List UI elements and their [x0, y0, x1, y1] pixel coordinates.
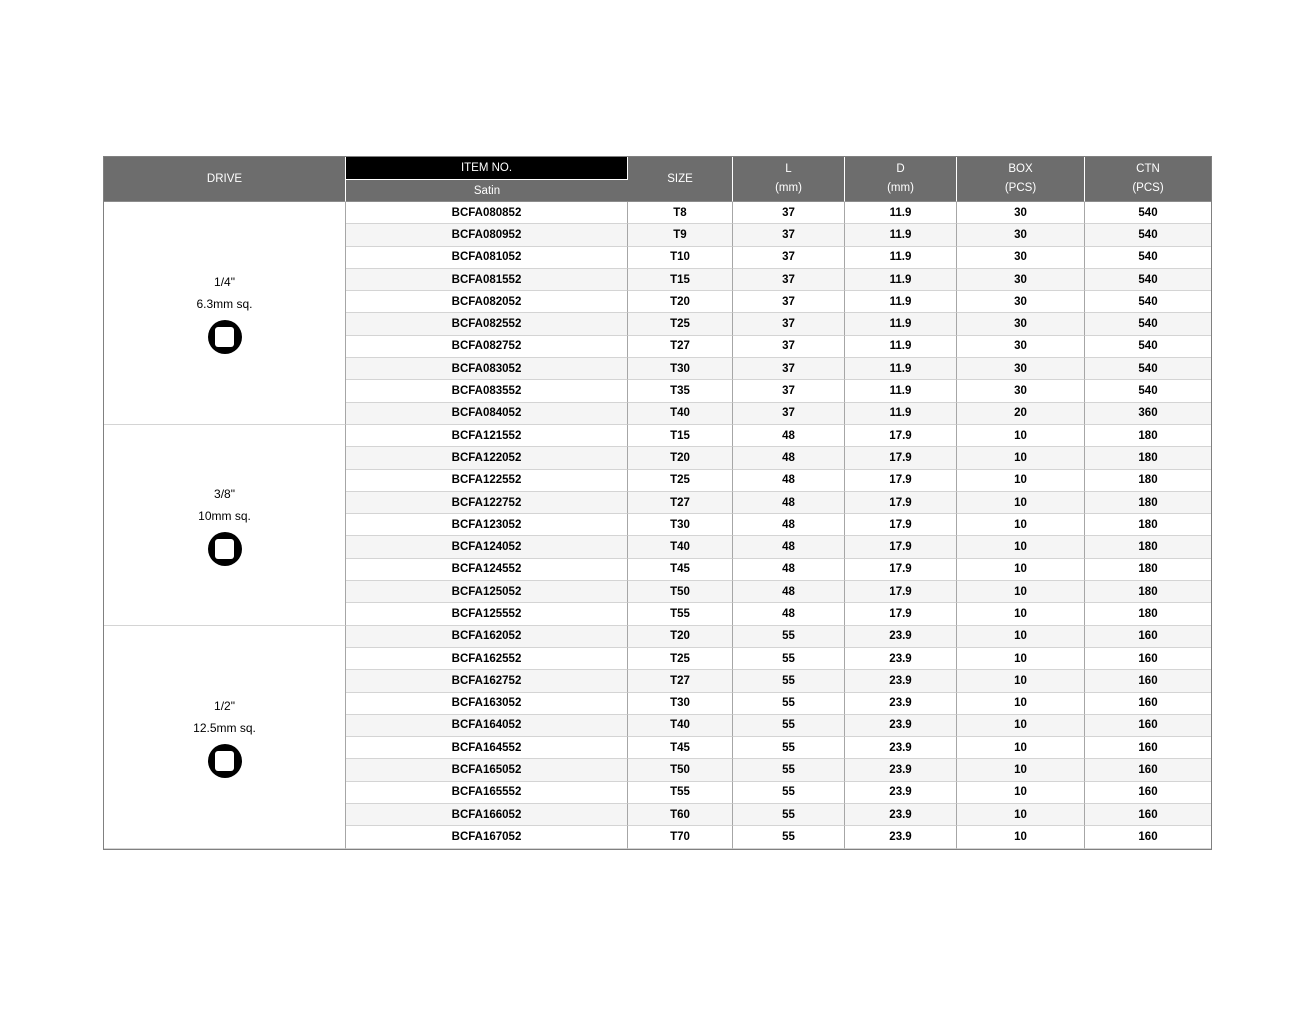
box-cell: 30	[957, 202, 1085, 224]
ctn-cell: 160	[1085, 648, 1211, 670]
d-cell: 17.9	[845, 514, 957, 536]
square-cutout-icon	[215, 539, 234, 559]
l-cell: 48	[733, 492, 845, 514]
box-cell: 10	[957, 782, 1085, 804]
item-no-cell: BCFA080952	[346, 224, 628, 246]
size-cell: T35	[628, 380, 733, 402]
table-row	[104, 425, 1211, 447]
box-cell: 10	[957, 603, 1085, 625]
item-no-cell: BCFA162752	[346, 670, 628, 692]
d-cell: 23.9	[845, 715, 957, 737]
l-cell: 37	[733, 291, 845, 313]
box-cell: 10	[957, 804, 1085, 826]
d-cell: 23.9	[845, 737, 957, 759]
d-cell: 23.9	[845, 693, 957, 715]
l-cell: 55	[733, 693, 845, 715]
l-cell: 37	[733, 358, 845, 380]
l-cell: 37	[733, 313, 845, 335]
item-no-column-header: ITEM NO.	[346, 157, 628, 180]
ctn-cell: 540	[1085, 224, 1211, 246]
size-cell: T40	[628, 403, 733, 425]
item-no-cell: BCFA081052	[346, 247, 628, 269]
l-cell: 48	[733, 514, 845, 536]
drive-info	[104, 483, 345, 566]
drive-cell	[104, 425, 346, 626]
box-cell: 30	[957, 269, 1085, 291]
box-cell: 10	[957, 648, 1085, 670]
l-cell: 37	[733, 269, 845, 291]
l-cell: 37	[733, 336, 845, 358]
product-spec-table	[103, 156, 1212, 850]
ctn-cell: 180	[1085, 514, 1211, 536]
ctn-cell: 540	[1085, 291, 1211, 313]
drive-column-header: DRIVE	[104, 157, 346, 202]
d-header-unit: (mm)	[887, 182, 914, 194]
d-header-symbol: D	[896, 163, 905, 175]
l-cell: 37	[733, 403, 845, 425]
item-no-cell: BCFA165552	[346, 782, 628, 804]
ctn-cell: 540	[1085, 380, 1211, 402]
size-cell: T30	[628, 358, 733, 380]
ctn-cell: 180	[1085, 536, 1211, 558]
box-cell: 30	[957, 247, 1085, 269]
box-cell: 10	[957, 470, 1085, 492]
size-cell: T15	[628, 269, 733, 291]
size-cell: T8	[628, 202, 733, 224]
l-cell: 55	[733, 759, 845, 781]
box-cell: 10	[957, 492, 1085, 514]
ctn-cell: 180	[1085, 492, 1211, 514]
l-header-unit: (mm)	[775, 182, 802, 194]
box-cell: 30	[957, 336, 1085, 358]
l-cell: 55	[733, 648, 845, 670]
ctn-header-unit: (PCS)	[1132, 182, 1164, 194]
l-header-symbol: L	[785, 163, 792, 175]
table-body	[104, 202, 1211, 849]
item-no-cell: BCFA121552	[346, 425, 628, 447]
drive-cell	[104, 202, 346, 425]
box-cell: 30	[957, 358, 1085, 380]
l-cell: 48	[733, 559, 845, 581]
size-cell: T20	[628, 447, 733, 469]
drive-cell	[104, 626, 346, 849]
square-cutout-icon	[215, 751, 234, 771]
ctn-cell: 180	[1085, 470, 1211, 492]
item-no-cell: BCFA081552	[346, 269, 628, 291]
l-cell: 37	[733, 224, 845, 246]
d-cell: 11.9	[845, 247, 957, 269]
l-cell: 37	[733, 380, 845, 402]
box-column-header	[957, 157, 1085, 202]
box-cell: 20	[957, 403, 1085, 425]
d-cell: 23.9	[845, 826, 957, 848]
size-cell: T50	[628, 759, 733, 781]
item-no-cell: BCFA164052	[346, 715, 628, 737]
l-cell: 55	[733, 737, 845, 759]
item-no-cell: BCFA082752	[346, 336, 628, 358]
ctn-cell: 540	[1085, 358, 1211, 380]
l-cell: 55	[733, 826, 845, 848]
item-no-cell: BCFA125552	[346, 603, 628, 625]
d-cell: 11.9	[845, 380, 957, 402]
box-cell: 30	[957, 380, 1085, 402]
l-cell: 55	[733, 670, 845, 692]
size-cell: T70	[628, 826, 733, 848]
drive-info	[104, 695, 345, 778]
ctn-cell: 540	[1085, 313, 1211, 335]
d-cell: 11.9	[845, 336, 957, 358]
item-no-cell: BCFA124052	[346, 536, 628, 558]
d-column-header	[845, 157, 957, 202]
box-cell: 10	[957, 715, 1085, 737]
d-cell: 11.9	[845, 291, 957, 313]
box-cell: 10	[957, 581, 1085, 603]
item-no-cell: BCFA082552	[346, 313, 628, 335]
size-column-header: SIZE	[628, 157, 733, 202]
item-no-cell: BCFA122052	[346, 447, 628, 469]
l-cell: 55	[733, 715, 845, 737]
table-row	[104, 202, 1211, 224]
size-cell: T30	[628, 514, 733, 536]
l-cell: 37	[733, 247, 845, 269]
ctn-column-header	[1085, 157, 1211, 202]
item-no-cell: BCFA163052	[346, 693, 628, 715]
l-cell: 48	[733, 581, 845, 603]
l-cell: 55	[733, 804, 845, 826]
d-cell: 11.9	[845, 358, 957, 380]
ctn-cell: 180	[1085, 447, 1211, 469]
item-no-cell: BCFA084052	[346, 403, 628, 425]
size-cell: T55	[628, 603, 733, 625]
ctn-cell: 180	[1085, 425, 1211, 447]
box-cell: 10	[957, 826, 1085, 848]
box-cell: 10	[957, 447, 1085, 469]
box-cell: 10	[957, 626, 1085, 648]
size-cell: T40	[628, 715, 733, 737]
drive-mm-label: 6.3mm sq.	[196, 297, 253, 312]
size-cell: T25	[628, 313, 733, 335]
size-cell: T45	[628, 737, 733, 759]
d-cell: 23.9	[845, 804, 957, 826]
ctn-cell: 160	[1085, 693, 1211, 715]
ctn-cell: 160	[1085, 626, 1211, 648]
box-cell: 10	[957, 737, 1085, 759]
ctn-cell: 540	[1085, 336, 1211, 358]
box-cell: 10	[957, 693, 1085, 715]
box-cell: 30	[957, 224, 1085, 246]
ctn-cell: 540	[1085, 269, 1211, 291]
ctn-cell: 160	[1085, 804, 1211, 826]
satin-subheader: Satin	[346, 180, 628, 202]
item-no-cell: BCFA123052	[346, 514, 628, 536]
size-cell: T40	[628, 536, 733, 558]
item-no-cell: BCFA122552	[346, 470, 628, 492]
item-no-cell: BCFA164552	[346, 737, 628, 759]
item-no-cell: BCFA122752	[346, 492, 628, 514]
d-cell: 17.9	[845, 603, 957, 625]
ctn-cell: 160	[1085, 782, 1211, 804]
size-cell: T27	[628, 336, 733, 358]
item-no-cell: BCFA083552	[346, 380, 628, 402]
item-no-cell: BCFA124552	[346, 559, 628, 581]
d-cell: 11.9	[845, 202, 957, 224]
table-header	[104, 157, 1211, 202]
item-no-cell: BCFA125052	[346, 581, 628, 603]
d-cell: 11.9	[845, 224, 957, 246]
ctn-cell: 160	[1085, 715, 1211, 737]
drive-inch-label: 3/8"	[214, 487, 235, 502]
box-cell: 30	[957, 313, 1085, 335]
size-cell: T15	[628, 425, 733, 447]
d-cell: 17.9	[845, 447, 957, 469]
d-cell: 11.9	[845, 269, 957, 291]
size-cell: T27	[628, 492, 733, 514]
l-cell: 48	[733, 536, 845, 558]
size-cell: T10	[628, 247, 733, 269]
ctn-header-label: CTN	[1136, 163, 1160, 175]
ctn-cell: 180	[1085, 559, 1211, 581]
size-cell: T27	[628, 670, 733, 692]
box-cell: 10	[957, 536, 1085, 558]
box-cell: 10	[957, 425, 1085, 447]
l-cell: 48	[733, 425, 845, 447]
square-cutout-icon	[215, 327, 234, 347]
ctn-cell: 180	[1085, 603, 1211, 625]
l-cell: 55	[733, 626, 845, 648]
d-cell: 17.9	[845, 470, 957, 492]
ctn-cell: 360	[1085, 403, 1211, 425]
drive-inch-label: 1/4"	[214, 275, 235, 290]
item-no-cell: BCFA167052	[346, 826, 628, 848]
size-cell: T45	[628, 559, 733, 581]
item-no-cell: BCFA166052	[346, 804, 628, 826]
box-cell: 10	[957, 670, 1085, 692]
drive-mm-label: 12.5mm sq.	[193, 721, 256, 736]
ctn-cell: 160	[1085, 759, 1211, 781]
item-no-cell: BCFA082052	[346, 291, 628, 313]
box-header-label: BOX	[1008, 163, 1033, 175]
item-no-cell: BCFA083052	[346, 358, 628, 380]
size-cell: T9	[628, 224, 733, 246]
l-cell: 55	[733, 782, 845, 804]
item-no-cell: BCFA165052	[346, 759, 628, 781]
square-drive-icon	[208, 320, 242, 354]
ctn-cell: 540	[1085, 202, 1211, 224]
size-cell: T20	[628, 626, 733, 648]
l-column-header	[733, 157, 845, 202]
item-no-cell: BCFA162552	[346, 648, 628, 670]
drive-inch-label: 1/2"	[214, 699, 235, 714]
square-drive-icon	[208, 744, 242, 778]
item-no-cell: BCFA080852	[346, 202, 628, 224]
size-cell: T55	[628, 782, 733, 804]
l-cell: 48	[733, 470, 845, 492]
box-cell: 10	[957, 559, 1085, 581]
l-cell: 48	[733, 447, 845, 469]
d-cell: 11.9	[845, 403, 957, 425]
d-cell: 23.9	[845, 670, 957, 692]
box-cell: 30	[957, 291, 1085, 313]
d-cell: 17.9	[845, 536, 957, 558]
item-no-cell: BCFA162052	[346, 626, 628, 648]
ctn-cell: 180	[1085, 581, 1211, 603]
table-row	[104, 626, 1211, 648]
d-cell: 17.9	[845, 581, 957, 603]
d-cell: 23.9	[845, 626, 957, 648]
drive-mm-label: 10mm sq.	[198, 509, 251, 524]
box-cell: 10	[957, 514, 1085, 536]
ctn-cell: 160	[1085, 826, 1211, 848]
l-cell: 48	[733, 603, 845, 625]
l-cell: 37	[733, 202, 845, 224]
size-cell: T50	[628, 581, 733, 603]
box-cell: 10	[957, 759, 1085, 781]
d-cell: 11.9	[845, 313, 957, 335]
d-cell: 23.9	[845, 648, 957, 670]
square-drive-icon	[208, 532, 242, 566]
size-cell: T30	[628, 693, 733, 715]
ctn-cell: 160	[1085, 670, 1211, 692]
d-cell: 17.9	[845, 559, 957, 581]
size-cell: T25	[628, 648, 733, 670]
size-cell: T60	[628, 804, 733, 826]
size-cell: T25	[628, 470, 733, 492]
box-header-unit: (PCS)	[1004, 182, 1037, 194]
d-cell: 17.9	[845, 425, 957, 447]
d-cell: 17.9	[845, 492, 957, 514]
d-cell: 23.9	[845, 782, 957, 804]
ctn-cell: 160	[1085, 737, 1211, 759]
d-cell: 23.9	[845, 759, 957, 781]
ctn-cell: 540	[1085, 247, 1211, 269]
drive-info	[104, 271, 345, 354]
size-cell: T20	[628, 291, 733, 313]
